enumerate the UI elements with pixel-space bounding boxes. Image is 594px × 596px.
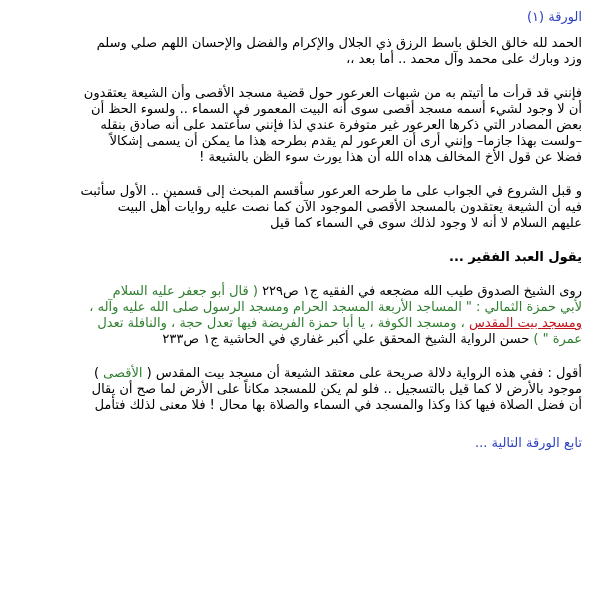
- conclusion-line: [14, 366, 582, 382]
- conclusion-text: أقول : ففي هذه الرواية دلالة صريحة على معتقد الشيعة أن مسجد بيت المقدس (: [142, 366, 582, 381]
- paragraph-line: و قبل الشروع في الجواب على ما طرحه العرعور سأقسم المبحث إلى قسمين .. الأول سأثبت: [80, 184, 582, 199]
- paragraph-line: عليهم السلام لا أنه لا وجود لذلك سوى في السماء كما قيل: [270, 216, 582, 231]
- faqir-heading: يقول العبد الفقير ...: [449, 250, 582, 265]
- conclusion-line: موجود بالأرض لا كما قيل بالتسجيل .. فلو لم يكن للمسجد مكاناً على الأرض لما صح أن يقال: [91, 382, 582, 397]
- paragraph-line: فضلا عن قول الأخ المخالف هداه الله أن هذا يورث سوء الظن بالشيعة !: [199, 150, 582, 165]
- riwaya-source: روى الشيخ الصدوق طيب الله مضجعه في الفقيه ج١ ص٢٢٩: [257, 284, 582, 299]
- aqsa-word: الأقصى: [103, 366, 143, 381]
- plan-paragraph: [14, 184, 582, 232]
- riwaya-line: [14, 332, 582, 348]
- riwaya-quote: عمرة " ): [533, 332, 582, 347]
- intro-line: الحمد لله خالق الخلق باسط الرزق ذي الجلال والإكرام والفضل والإحسان اللهم صلي وسلم: [96, 36, 582, 51]
- highlighted-phrase: ومسجد بيت المقدس: [469, 316, 582, 331]
- paragraph-line: فيه أن الشيعة يعتقدون بالمسجد الأقصى الموجود الآن كما نصت عليه روايات أهل البيت: [117, 200, 582, 215]
- conclusion-line: أن فضل الصلاة فيها كذا وكذا والمسجد في السماء والصلاة بها محال ! فلا معنى لذلك فتأمل: [94, 398, 582, 413]
- paragraph-line: فإنني قد قرأت ما أتيتم به من شبهات العرعور حول قضية مسجد الأقصى وأن الشيعة يعتقدون: [83, 86, 582, 101]
- paragraph-line: بعض المصادر التي ذكرها العرعور غير متوفرة عندي لذا فإنني سأعتمد على أنه صادق بنقله: [100, 118, 582, 133]
- page-title: الورقة (١): [526, 10, 582, 25]
- riwaya-quote: ( قال أبو جعفر عليه السلام: [112, 284, 258, 299]
- paragraph-line: أن لا وجود لشيء أسمه مسجد أقصى سوى أنه البيت المعمور في السماء .. ولسوء الحظ أن: [91, 102, 582, 117]
- continue-note: تابع الورقة التالية ...: [475, 436, 582, 451]
- riwaya-quote-line: لأبي حمزة الثمالي : " المساجد الأربعة المسجد الحرام ومسجد الرسول صلى الله عليه وآله ،: [89, 300, 582, 315]
- riwaya-quote: ، ومسجد الكوفة ، يا أبا حمزة الفريضة فيها تعدل حجة ، والنافلة تعدل: [97, 316, 470, 331]
- riwaya-line: [14, 316, 582, 332]
- intro-line: وزد وبارك على محمد وآل محمد .. أما بعد ،،: [346, 52, 582, 67]
- riwaya-grading: حسن الرواية الشيخ المحقق علي أكبر غفاري في الحاشية ج١ ص٢٣٣: [162, 332, 534, 347]
- intro-paragraph: [14, 36, 582, 68]
- shubuhat-paragraph: [14, 86, 582, 166]
- conclusion-paren: ): [93, 366, 104, 381]
- paragraph-line: –ولست بهذا جازما– وإنني أرى أن العرعور لم يقدم بطرحه هذا ما يمكن أن يسمى إشكالاً: [109, 134, 582, 149]
- riwaya-line: [14, 284, 582, 300]
- conclusion-paragraph: [14, 366, 582, 414]
- riwaya-paragraph: [14, 284, 582, 348]
